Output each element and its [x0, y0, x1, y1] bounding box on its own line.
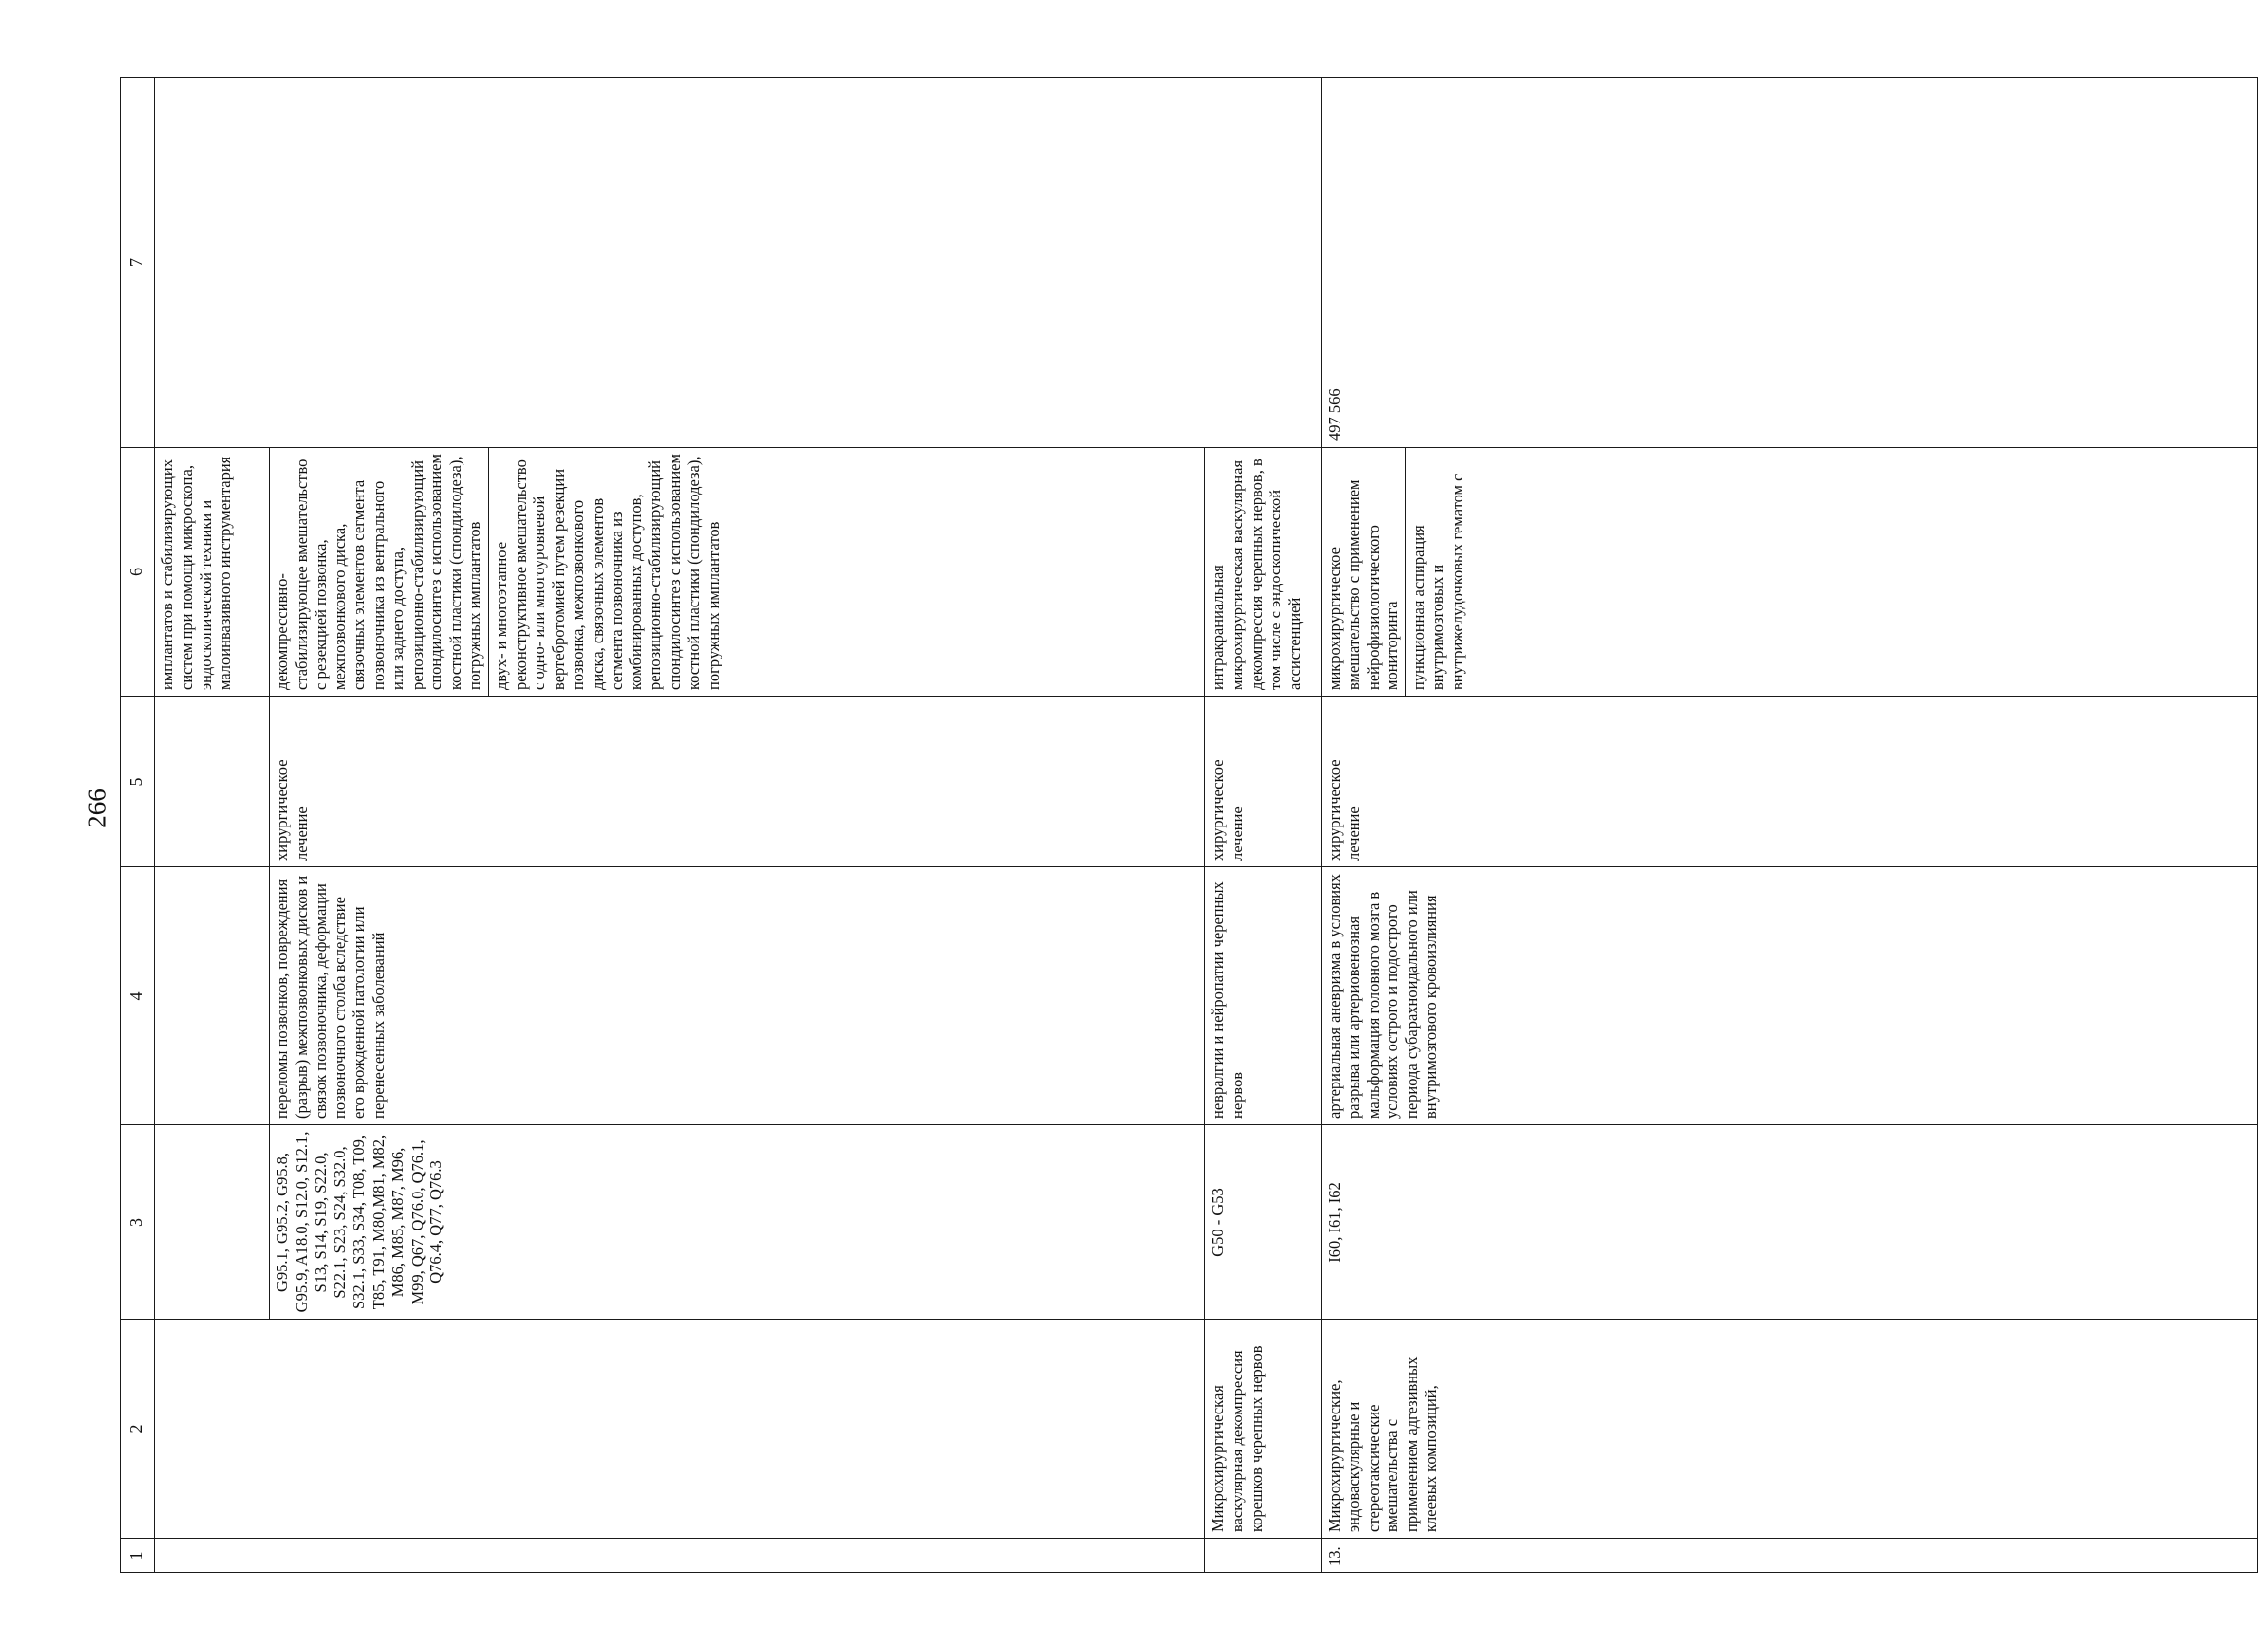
cell-diagnosis: артериальная аневризма в условиях разрыва или артериовенозная мальформация головного мозга в условиях острого и подострого периода субарахноидального или внутримозгового кровоизлияния	[1322, 867, 2258, 1125]
header-col-4: 4	[121, 867, 155, 1125]
cell-number: 13.	[1322, 1539, 2258, 1573]
cell-method: Микрохирургическая васкулярная декомпрессия корешков черепных нервов	[1205, 1320, 1322, 1539]
cell-codes: I60, I61, I62	[1322, 1125, 2258, 1320]
cell-method: Микрохирургические, эндоваскулярные и стереотаксические вмешательства с применением адгезивных клеевых композиций,	[1322, 1320, 2258, 1539]
header-col-7: 7	[121, 78, 155, 448]
treatment-method-item: двух- и многоэтапное реконструктивное вмешательство с одно- или многоуровневой вертебротомией путем резекции позвонка, межпозвонкового диска, связочных элементов сегмента позвоночника из комбинированных доступов, репозиционно-стабилизирующий спондилосинтез с использованием костной пластики (спондилодеза), погружных имплантатов	[488, 448, 1204, 696]
rotated-table-container	[120, 78, 1466, 1573]
cell-treatment-method: интракраниальная микрохирургическая васкулярная декомпрессия черепных нервов, в том числе с эндоскопической ассистенцией	[1205, 448, 1322, 697]
cell-number	[1205, 1539, 1322, 1573]
cell-treatment-type: хирургическое лечение	[270, 697, 1205, 867]
cell-codes	[155, 1125, 270, 1320]
cell-norm: 497 566	[1322, 78, 2258, 448]
cell-treatment-method-group	[270, 448, 1205, 697]
header-col-3: 3	[121, 1125, 155, 1320]
header-col-1: 1	[121, 1539, 155, 1573]
treatment-method-item: микрохирургическое вмешательство с применением нейрофизиологического мониторинга	[1325, 479, 1402, 690]
cell-codes: G95.1, G95.2, G95.8, G95.9, A18.0, S12.0, S12.1, S13, S14, S19, S22.0, S22.1, S23, S24, S32.0, S32.1, S33, S34, T08, T09, T85, T91, M80,M81, M82, M86, M85, M87, M96, M99, Q67, Q76.0, Q76.1, Q76.4, Q77, Q76.3	[270, 1125, 1205, 1320]
cell-treatment-method: имплантатов и стабилизирующих систем при помощи микроскопа, эндоскопической техники и малоинвазивного инструментария	[155, 448, 270, 697]
cell-treatment-type: хирургическое лечение	[1322, 697, 2258, 867]
cell-number	[155, 1539, 1205, 1573]
page-number: 266	[82, 789, 112, 828]
cell-method	[155, 1320, 1205, 1539]
cell-codes: G50 - G53	[1205, 1125, 1322, 1320]
header-col-2: 2	[121, 1320, 155, 1539]
cell-diagnosis: переломы позвонков, повреждения (разрыв) межпозвонковых дисков и связок позвоночника, деформации позвоночного столба вследствие его врожденной патологии или перенесенных заболеваний	[270, 867, 1205, 1125]
cell-diagnosis: невралгии и нейропатии черепных нервов	[1205, 867, 1322, 1125]
cell-treatment-type	[155, 697, 270, 867]
header-row	[121, 78, 155, 1573]
procedures-table	[120, 77, 2258, 1573]
header-col-5: 5	[121, 697, 155, 867]
treatment-method-item: декомпрессивно-стабилизирующее вмешательство с резекцией позвонка, межпозвонкового диска, связочных элементов сегмента позвоночника из вентрального или заднего доступа, репозиционно-стабилизирующий спондилосинтез с использованием костной пластики (спондилодеза), погружных имплантатов	[273, 454, 484, 690]
cell-treatment-type: хирургическое лечение	[1205, 697, 1322, 867]
table-row	[1322, 78, 2258, 1573]
header-col-6: 6	[121, 448, 155, 697]
cell-diagnosis	[155, 867, 270, 1125]
table-row	[155, 78, 270, 1573]
cell-norm	[155, 78, 1322, 448]
cell-treatment-method-group	[1322, 448, 2258, 697]
treatment-method-item: пункционная аспирация внутримозговых и внутрижелудочковых гематом с	[1406, 448, 2257, 696]
